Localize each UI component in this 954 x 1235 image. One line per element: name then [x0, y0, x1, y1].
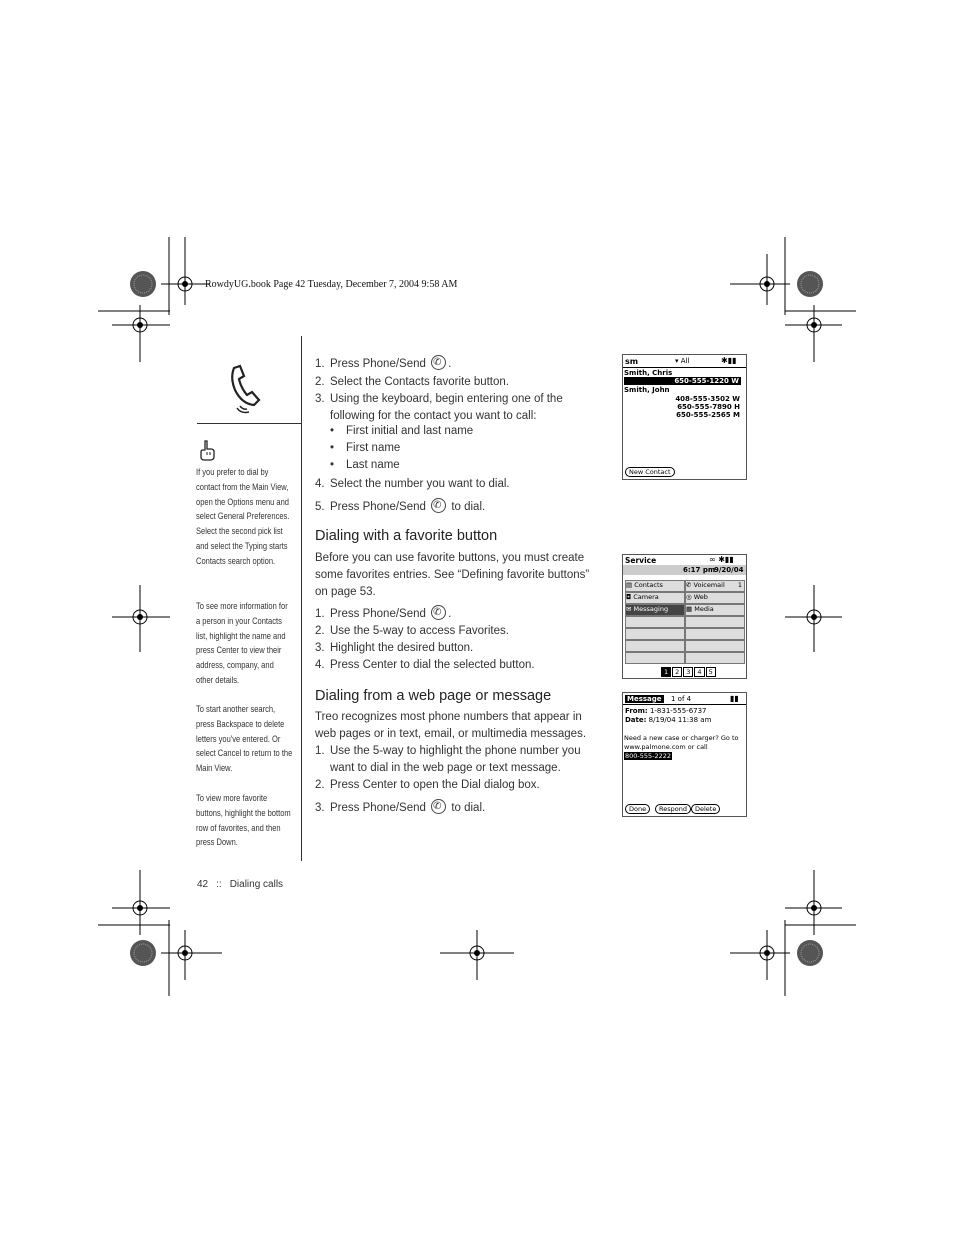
bullet-item: • First name [330, 442, 401, 454]
page-number: 42 [197, 879, 209, 890]
page-footer [197, 879, 283, 890]
favorite-empty-button[interactable] [685, 640, 745, 652]
section-intro: Before you can use favorite buttons, you must create some favorites entries. See “Defining favorite buttons” on page 53. [315, 552, 590, 598]
phone-send-icon [431, 605, 446, 620]
step-item: 1. Press Phone/Send ✆ . [315, 355, 605, 373]
book-info-header: RowdyUG.book Page 42 Tuesday, December 7, 2004 9:58 AM [205, 279, 458, 290]
respond-button[interactable]: Respond [655, 804, 691, 814]
step-item: 3. Press Phone/Send ✆ to dial. [315, 799, 605, 817]
message-body: www.palmone.com or call [624, 743, 708, 751]
step-item: 2. Use the 5-way to access Favorites. [315, 625, 509, 637]
delete-button[interactable]: Delete [691, 804, 720, 814]
step-item: 2. Select the Contacts favorite button. [315, 376, 509, 388]
message-screenshot: Message 1 of 4 ▮▮ From: 1-831-555-6737 Date: 8/19/04 11:38 am Need a new case or charger? Go to www.palmone.com or call 800-555-2222 Done Respond Delete [622, 692, 747, 817]
contact-number: 650-555-7890 H [677, 403, 740, 411]
favorite-voicemail-button[interactable]: ✆ Voicemail 1 [685, 580, 745, 592]
tip-more-favorites: To view more favorite buttons, highlight the bottom row of favorites, and then press Down. [196, 793, 291, 848]
favorite-messaging-button[interactable]: ✉ Messaging [625, 604, 685, 616]
step-item: 3. Highlight the desired button. [315, 642, 474, 654]
favorite-empty-button[interactable] [685, 616, 745, 628]
page-tab[interactable]: 5 [706, 667, 716, 677]
message-title: Message [627, 695, 662, 703]
contact-number: 408-555-3502 W [675, 395, 740, 403]
section-intro: Treo recognizes most phone numbers that appear in web pages or in text, email, or multimedia messages. [315, 711, 587, 740]
message-body: Need a new case or charger? Go to [624, 734, 739, 742]
phone-handset-icon [226, 364, 262, 414]
time-display: 6:17 pm [683, 566, 716, 574]
message-date: 8/19/04 11:38 am [648, 716, 712, 724]
voicemail-icon: ✆ [686, 581, 692, 589]
favorite-empty-button[interactable] [685, 652, 745, 664]
messaging-icon: ✉ [626, 605, 632, 613]
sidebar-divider [197, 423, 301, 424]
pointing-hand-icon [198, 439, 216, 461]
page-tab[interactable]: 2 [672, 667, 682, 677]
contacts-search-screenshot [622, 354, 747, 480]
section-heading: Dialing with a favorite button [315, 528, 498, 544]
carrier-title: Service [625, 556, 657, 565]
footer-separator: :: [216, 879, 222, 890]
done-button[interactable]: Done [625, 804, 650, 814]
tip-more-information: To see more information for a person in your Contacts list, highlight the name and press Center to view their address, company, and other details. [196, 601, 288, 685]
contact-number: 650-555-2565 M [676, 411, 740, 419]
new-contact-button[interactable]: New Contact [625, 467, 675, 477]
step-item: 4. Select the number you want to dial. [315, 478, 510, 490]
section-heading: Dialing from a web page or message [315, 688, 552, 704]
favorite-contacts-button[interactable]: ▤ Contacts [625, 580, 685, 592]
web-icon: ◎ [686, 593, 692, 601]
step-item: 4. Press Center to dial the selected button. [315, 659, 535, 671]
contact-name: Smith, Chris [624, 369, 673, 377]
favorite-empty-button[interactable] [625, 628, 685, 640]
camera-icon: ◘ [626, 593, 632, 601]
tip-dial-by-contact: If you prefer to dial by contact from the Main View, open the Options menu and select General Preferences. Select the second pick list and select the Typing starts Contacts search option. [196, 467, 290, 566]
page-tab[interactable]: 3 [683, 667, 693, 677]
favorite-empty-button[interactable] [625, 616, 685, 628]
column-divider [301, 336, 302, 861]
favorite-empty-button[interactable] [625, 640, 685, 652]
favorites-screenshot [622, 554, 747, 679]
step-item: 5. Press Phone/Send ✆ to dial. [315, 498, 605, 516]
phone-send-icon [431, 799, 446, 814]
contact-name: Smith, John [624, 386, 670, 394]
tip-another-search: To start another search, press Backspace to delete letters you've entered. Or select Cancel to return to the Main View. [196, 704, 293, 774]
step-item: 1. Use the 5-way to highlight the phone number you want to dial in the web page or text message. [315, 745, 581, 774]
category-picker: ▾ All [675, 357, 690, 365]
favorite-media-button[interactable]: ▦ Media [685, 604, 745, 616]
chapter-name: Dialing calls [229, 879, 284, 890]
favorites-page-selector [661, 667, 716, 677]
contacts-icon: ▤ [626, 581, 633, 589]
favorite-empty-button[interactable] [625, 652, 685, 664]
search-text: sm [625, 357, 639, 366]
contact-number-selected: 650-555-1220 W [624, 377, 741, 385]
bullet-item: • Last name [330, 459, 400, 471]
media-icon: ▦ [686, 605, 693, 613]
signal-icon: ▮▮ [730, 694, 739, 703]
signal-icon: ✱▮▮ [721, 356, 737, 365]
date-display: 9/20/04 [714, 566, 744, 574]
bullet-item: • First initial and last name [330, 425, 474, 437]
highlighted-phone-number[interactable]: 800-555-2222 [625, 752, 672, 760]
phone-send-icon [431, 498, 446, 513]
sender-number: 1-831-555-6737 [649, 707, 707, 715]
step-item: 3. Using the keyboard, begin entering one of the following for the contact you want to call: [315, 393, 563, 422]
message-counter: 1 of 4 [671, 695, 692, 703]
page-tab[interactable]: 4 [694, 667, 704, 677]
favorite-empty-button[interactable] [685, 628, 745, 640]
phone-send-icon [431, 355, 446, 370]
signal-icon: ∞ ✱▮▮ [709, 555, 734, 564]
favorite-web-button[interactable]: ◎ Web [685, 592, 745, 604]
step-item: 1. Press Phone/Send ✆ . [315, 605, 605, 623]
favorite-camera-button[interactable]: ◘ Camera [625, 592, 685, 604]
page-tab[interactable]: 1 [661, 667, 671, 677]
step-item: 2. Press Center to open the Dial dialog box. [315, 779, 540, 791]
